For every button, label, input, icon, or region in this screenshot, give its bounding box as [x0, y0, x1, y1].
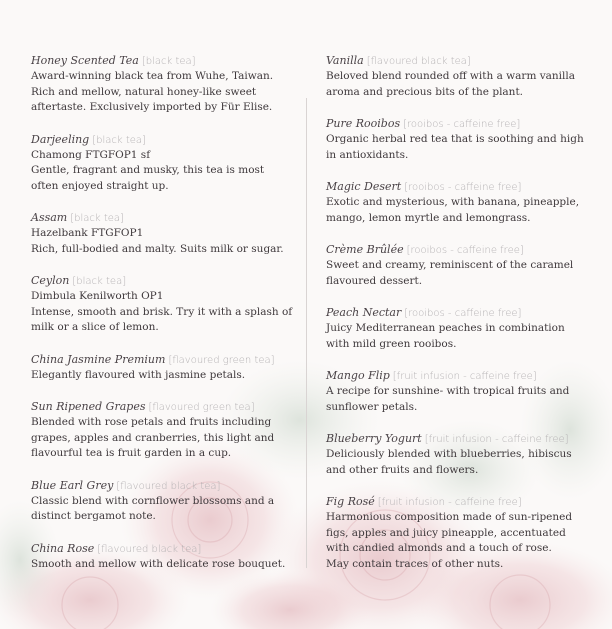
tea-item-magic-desert: [326, 179, 588, 226]
tea-description-line: Intense, smooth and brisk. Try it with a splash of: [31, 305, 293, 318]
tea-item-peach-nectar: [326, 305, 588, 352]
tea-description-line: often enjoyed straight up.: [31, 179, 169, 192]
tea-name: China Rose: [31, 541, 95, 555]
tea-name: China Jasmine Premium: [31, 352, 166, 366]
tea-item-china-jasmine: [31, 352, 293, 384]
tea-category: [flavoured green tea]: [168, 354, 275, 366]
tea-description-line: Smooth and mellow with delicate rose bouquet.: [31, 557, 286, 570]
tea-name: Honey Scented Tea: [31, 54, 139, 67]
tea-category: [black tea]: [72, 276, 127, 287]
tea-description-line: milk or a slice of lemon.: [31, 321, 159, 333]
tea-description-line: Award-winning black tea from Wuhe, Taiwan.: [31, 70, 274, 82]
right-menu-column: [326, 53, 588, 588]
tea-description-line: Exotic and mysterious, with banana, pineapple,: [326, 196, 580, 208]
tea-name: Ceylon: [31, 274, 70, 287]
tea-item-blueberry-yogurt: [326, 431, 588, 478]
tea-description-line: distinct bergamot note.: [31, 510, 156, 522]
tea-name: Sun Ripened Grapes: [31, 400, 146, 413]
tea-item-darjeeling: [31, 132, 293, 195]
tea-item-pure-rooibos: [326, 116, 588, 163]
tea-item-ceylon: [31, 273, 293, 336]
tea-category: [rooibos - caffeine free]: [404, 182, 522, 193]
tea-description-line: and other fruits and flowers.: [326, 463, 479, 476]
tea-category: [flavoured green tea]: [148, 402, 255, 413]
tea-name: Crème Brûlée: [326, 243, 404, 256]
tea-description-line: Sweet and creamy, reminiscent of the caramel: [326, 259, 574, 271]
tea-category: [black tea]: [92, 134, 146, 146]
tea-description-line: figs, apples and juicy pineapple, accentuated: [326, 526, 566, 539]
tea-item-blue-earl-grey: [31, 478, 293, 525]
tea-description-line: Beloved blend rounded off with a warm vanilla: [326, 70, 576, 82]
tea-description-line: Rich and mellow, natural honey-like sweet: [31, 85, 257, 98]
tea-category: [rooibos - caffeine free]: [403, 119, 521, 130]
tea-category: [fruit infusion - caffeine free]: [424, 434, 569, 445]
tea-description-line: Juicy Mediterranean peaches in combination: [326, 322, 565, 334]
tea-category: [fruit infusion - caffeine free]: [377, 497, 522, 508]
tea-description-line: Organic herbal red tea that is soothing and high: [326, 133, 584, 145]
tea-category: [flavoured black tea]: [116, 480, 221, 492]
tea-category: [flavoured black tea]: [366, 56, 471, 67]
tea-description-line: Hazelbank FTGFOP1: [31, 227, 144, 239]
tea-name: Peach Nectar: [326, 306, 402, 319]
tea-description-line: Deliciously blended with blueberries, hibiscus: [326, 448, 572, 460]
tea-description-line: flavoured dessert.: [326, 274, 423, 287]
tea-name: Fig Rosé: [326, 495, 375, 508]
tea-name: Blue Earl Grey: [31, 478, 114, 492]
tea-name: Magic Desert: [326, 180, 402, 193]
column-divider: [306, 98, 307, 568]
tea-description-line: with mild green rooibos.: [326, 337, 457, 350]
tea-category: [rooibos - caffeine free]: [406, 245, 524, 256]
tea-item-mango-flip: [326, 368, 588, 415]
tea-description-line: flavourful tea is fruit garden in a cup.: [31, 447, 232, 459]
tea-description-line: Dimbula Kenilworth OP1: [31, 290, 164, 302]
tea-description-line: with candied almonds and a touch of rose.: [326, 542, 552, 554]
tea-description-line: aftertaste. Exclusively imported by Für Elise.: [31, 101, 273, 113]
tea-category: [black tea]: [70, 213, 124, 224]
tea-description-line: Harmonious composition made of sun-ripened: [326, 511, 573, 523]
tea-item-honey-scented: [31, 53, 293, 116]
tea-description-line: sunflower petals.: [326, 400, 418, 413]
left-menu-column: [31, 53, 293, 588]
tea-name: Darjeeling: [31, 132, 90, 146]
tea-category: [flavoured black tea]: [97, 543, 202, 555]
tea-category: [black tea]: [141, 56, 196, 67]
tea-description-line: aroma and precious bits of the plant.: [326, 85, 524, 98]
tea-description-line: Elegantly flavoured with jasmine petals.: [31, 368, 246, 381]
tea-description-line: mango, lemon myrtle and lemongrass.: [326, 211, 531, 224]
tea-description-line: Gentle, fragrant and musky, this tea is most: [31, 164, 265, 176]
tea-description-line: Blended with rose petals and fruits including: [31, 416, 272, 428]
tea-category: [rooibos - caffeine free]: [404, 308, 522, 319]
tea-description-line: May contain traces of other nuts.: [326, 557, 504, 570]
tea-description-line: Chamong FTGFOP1 sf: [31, 148, 151, 161]
tea-name: Vanilla: [326, 54, 364, 67]
tea-item-china-rose: [31, 541, 293, 573]
tea-description-line: grapes, apples and cranberries, this light and: [31, 431, 275, 444]
tea-item-fig-rose: [326, 494, 588, 572]
tea-item-vanilla: [326, 53, 588, 100]
tea-name: Mango Flip: [326, 369, 390, 382]
tea-item-sun-ripened-grapes: [31, 399, 293, 462]
tea-description-line: A recipe for sunshine- with tropical fruits and: [326, 385, 570, 397]
tea-description-line: Rich, full-bodied and malty. Suits milk or sugar.: [31, 242, 284, 255]
tea-name: Blueberry Yogurt: [326, 432, 422, 445]
tea-item-assam: [31, 210, 293, 257]
tea-category: [fruit infusion - caffeine free]: [392, 371, 537, 382]
tea-name: Assam: [31, 211, 68, 224]
tea-description-line: Classic blend with cornflower blossoms and a: [31, 494, 275, 507]
tea-item-creme-brulee: [326, 242, 588, 289]
tea-name: Pure Rooibos: [326, 117, 401, 130]
tea-description-line: in antioxidants.: [326, 148, 409, 161]
